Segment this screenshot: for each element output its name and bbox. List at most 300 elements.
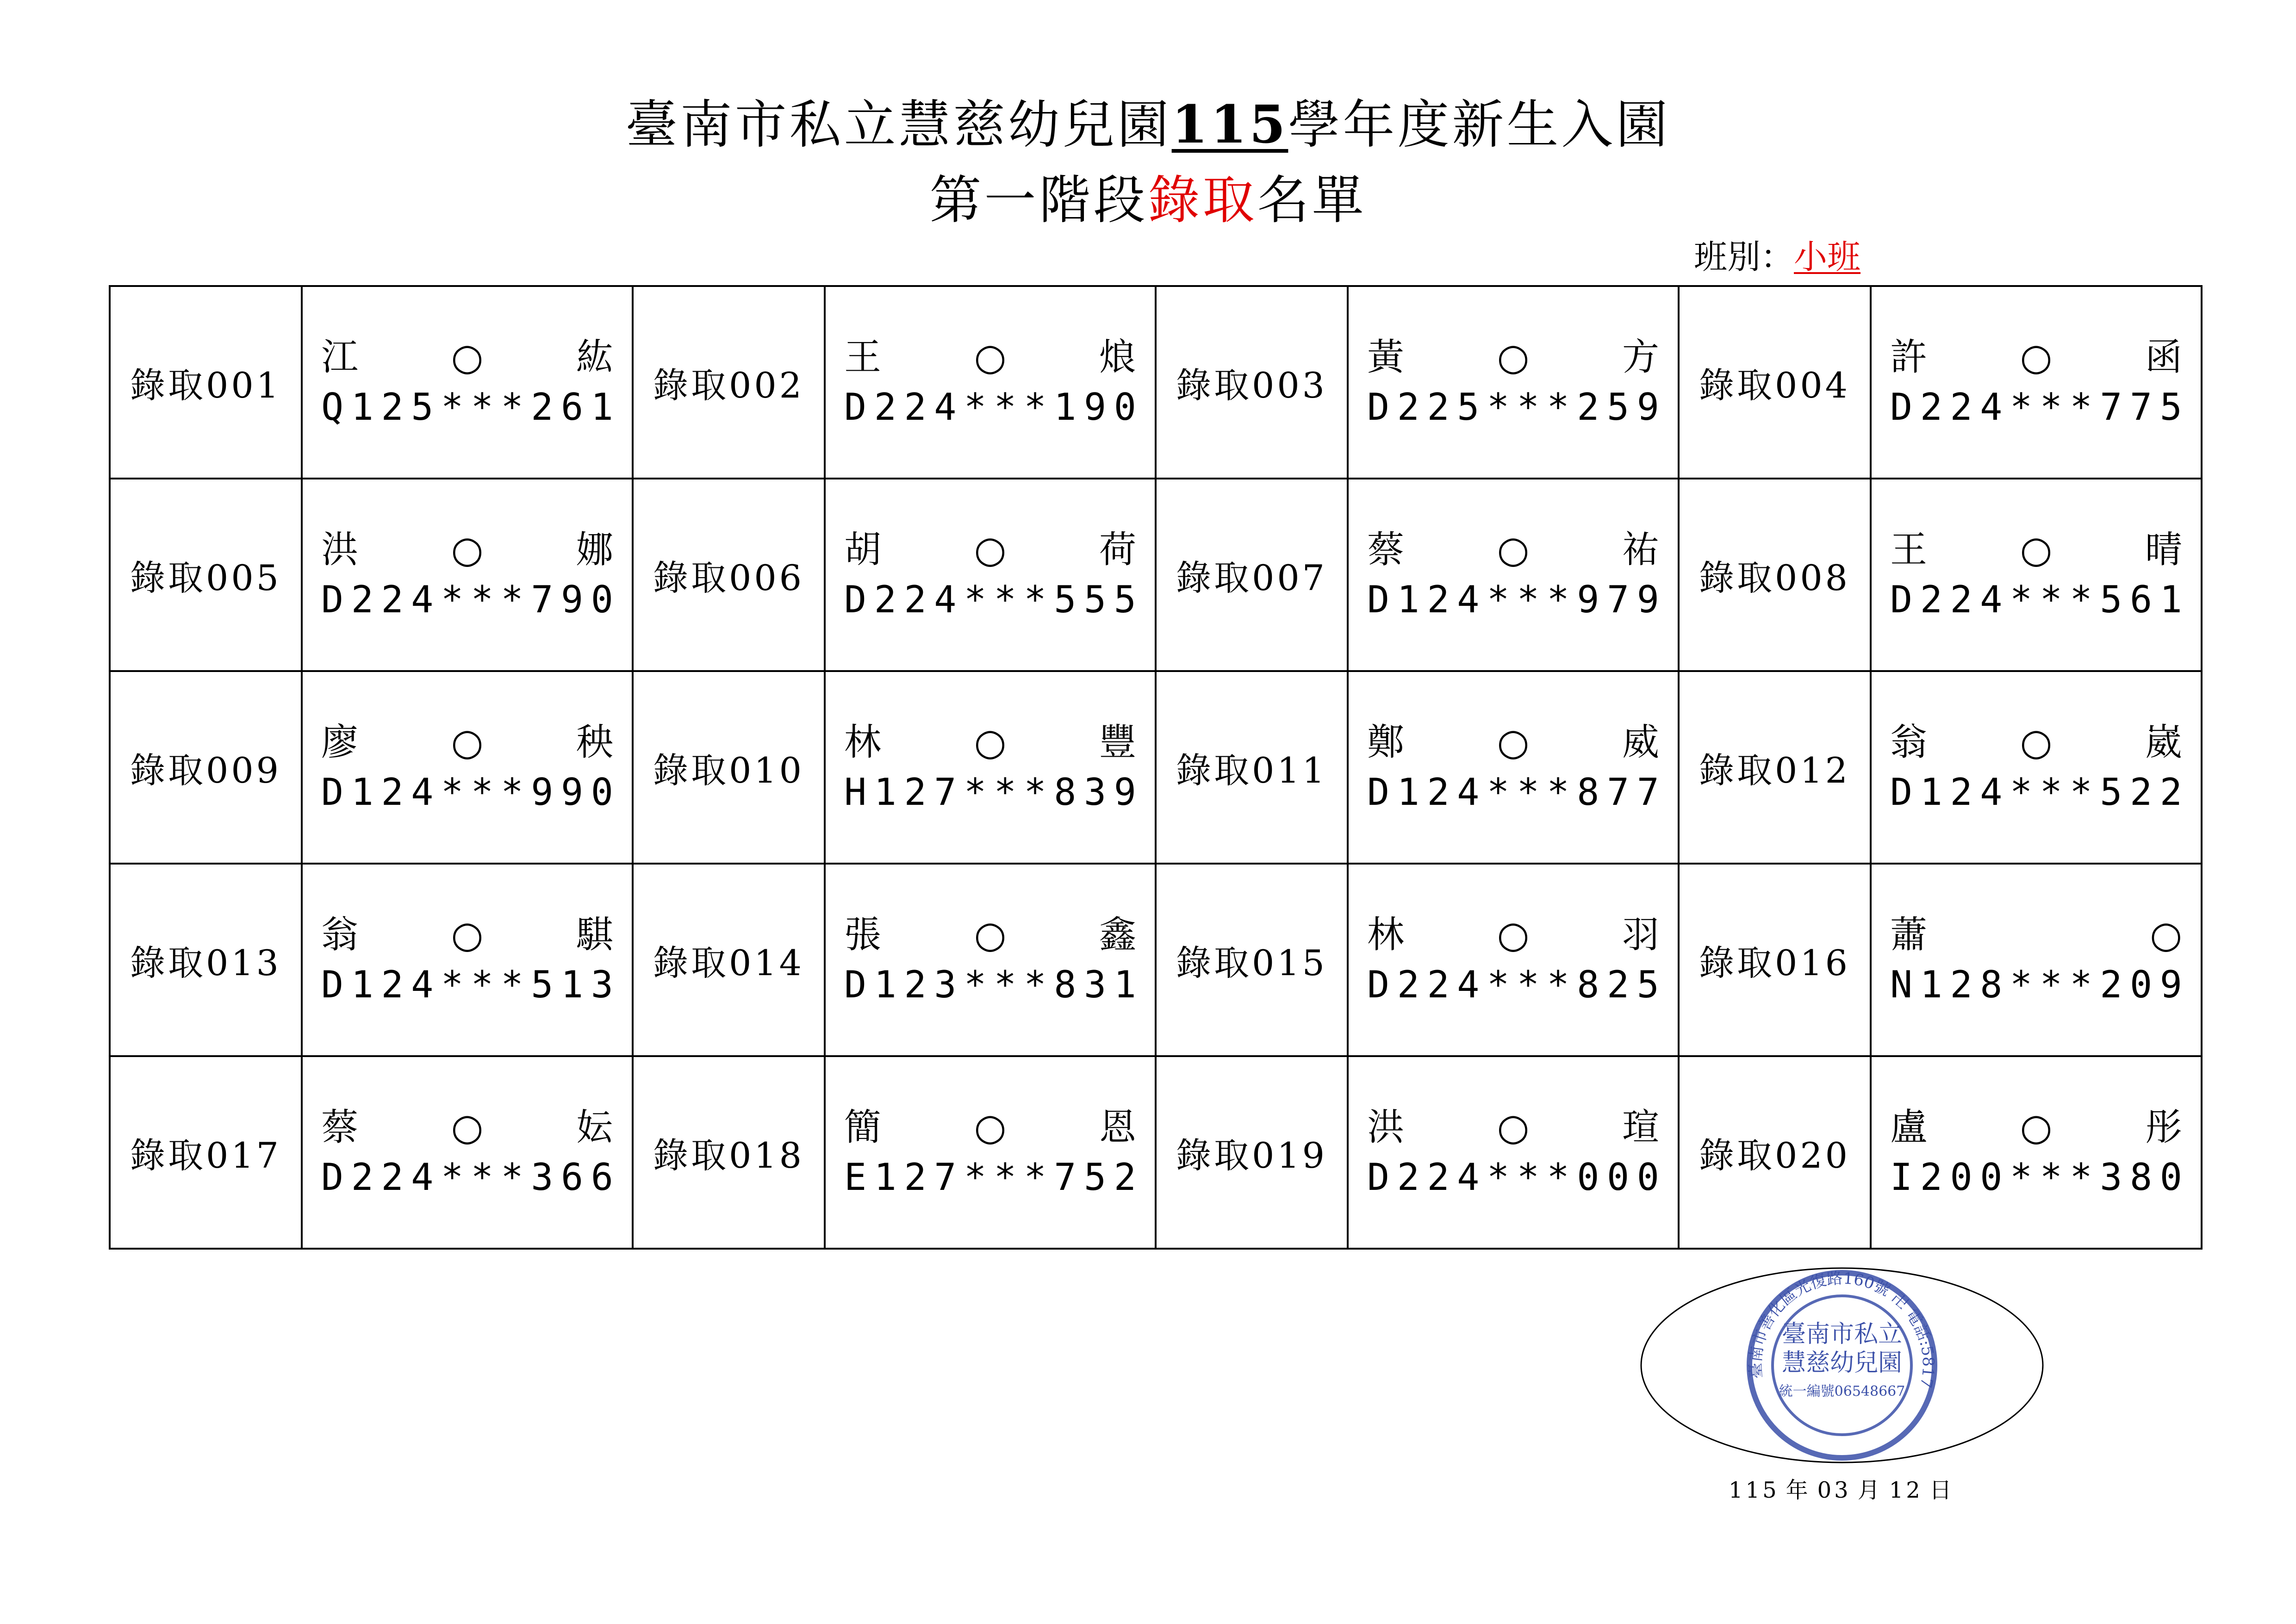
student-name-mark: ○ xyxy=(451,721,484,764)
title-school-name: 臺南市私立慧慈幼兒園 xyxy=(625,95,1172,155)
student-name-surname: 廖 xyxy=(321,721,358,764)
student-id-char: D xyxy=(1890,386,1913,429)
student-id-char: * xyxy=(1517,1156,1539,1199)
student-name-given: 娜 xyxy=(576,528,613,571)
student-id-char: * xyxy=(964,963,987,1006)
student-name-given: 羽 xyxy=(1622,913,1659,956)
student-id-char: 4 xyxy=(934,386,957,429)
student-id-char: * xyxy=(471,386,493,429)
student-id-char: 8 xyxy=(1577,771,1599,814)
table-row xyxy=(110,286,2202,479)
student-id-char: H xyxy=(844,771,867,814)
student-id-char: 5 xyxy=(1084,578,1107,621)
title-suffix: 學年度新生入園 xyxy=(1288,95,1671,155)
student-id-char: 1 xyxy=(874,963,896,1006)
student-id-char: 0 xyxy=(1980,1156,2003,1199)
student-id xyxy=(1367,382,1659,432)
student-id-char: * xyxy=(964,386,987,429)
student-id-char: 9 xyxy=(531,771,554,814)
student-id-char: * xyxy=(964,1156,987,1199)
student-id-char: * xyxy=(1024,771,1046,814)
student-id-char: 9 xyxy=(1084,386,1107,429)
student-id xyxy=(1367,767,1659,817)
student-id-char: 2 xyxy=(1397,386,1419,429)
seal-outer-text: 臺南市善化區光復路160號 卍 電話:5817 xyxy=(1746,1269,1938,1390)
student-id-char: * xyxy=(2070,1156,2092,1199)
student-id-char: 0 xyxy=(1607,1156,1630,1199)
student-id-char: 0 xyxy=(591,578,613,621)
student-id-char: * xyxy=(1517,578,1539,621)
student-name-given: 威 xyxy=(1622,721,1659,764)
student-id-char: 2 xyxy=(1577,386,1599,429)
student-name-mark: ○ xyxy=(451,528,484,571)
student-name-surname: 蕭 xyxy=(1890,913,1927,956)
student-id-char: 2 xyxy=(904,578,927,621)
document-title-line1 xyxy=(0,90,2296,160)
student-id-char: * xyxy=(1024,578,1046,621)
student-name-surname: 洪 xyxy=(321,528,358,571)
student-name-surname: 王 xyxy=(844,336,881,379)
student-id-char: 3 xyxy=(531,1156,554,1199)
student-id-char: E xyxy=(844,1156,867,1199)
student-id-char: 2 xyxy=(1920,1156,1942,1199)
student-id-char: 1 xyxy=(874,771,896,814)
student-id-char: 2 xyxy=(1950,771,1972,814)
student-name-surname: 簡 xyxy=(844,1106,881,1149)
student-id xyxy=(844,960,1136,1010)
student-id-char: 6 xyxy=(591,1156,613,1199)
admission-code: 錄取002 xyxy=(633,286,825,479)
student-name-surname: 王 xyxy=(1890,528,1927,571)
student-name-mark: ○ xyxy=(974,528,1007,571)
student-id-char: 5 xyxy=(1607,386,1630,429)
student-id-char: 8 xyxy=(1577,963,1599,1006)
student-id-char: 8 xyxy=(1054,771,1076,814)
student-id-char: 8 xyxy=(1980,963,2003,1006)
student-id-char: * xyxy=(2010,771,2033,814)
student-id-char: * xyxy=(2010,386,2033,429)
student-cell xyxy=(1871,864,2202,1056)
student-id-char: 2 xyxy=(1607,963,1630,1006)
student-cell xyxy=(302,671,633,864)
student-name xyxy=(1367,332,1659,382)
student-id-char: * xyxy=(441,963,464,1006)
student-id-char: 2 xyxy=(1397,963,1419,1006)
admission-code: 錄取015 xyxy=(1156,864,1348,1056)
issue-date xyxy=(1729,1474,1961,1506)
admission-code: 錄取013 xyxy=(110,864,302,1056)
student-name-given: ○ xyxy=(2150,913,2182,956)
student-id-char: 1 xyxy=(2159,578,2182,621)
admission-code: 錄取011 xyxy=(1156,671,1348,864)
student-id-char: * xyxy=(1487,578,1510,621)
student-id-char: D xyxy=(321,1156,344,1199)
student-name-mark: ○ xyxy=(974,336,1007,379)
student-name xyxy=(844,525,1136,575)
student-id-char: D xyxy=(1367,963,1390,1006)
student-id-char: 4 xyxy=(411,1156,434,1199)
student-id-char: 1 xyxy=(1397,578,1419,621)
title-admitted-highlight: 錄取 xyxy=(1148,170,1257,230)
student-id-char: 0 xyxy=(1636,1156,1659,1199)
seal-line2: 慧慈幼兒園 xyxy=(1781,1349,1903,1377)
student-name-surname: 盧 xyxy=(1890,1106,1927,1149)
date-month: 03 xyxy=(1817,1477,1851,1503)
student-name-given: 秧 xyxy=(576,721,613,764)
student-id-char: 5 xyxy=(1114,578,1136,621)
student-id xyxy=(1367,960,1659,1010)
student-name xyxy=(844,910,1136,960)
date-month-unit: 月 xyxy=(1857,1477,1883,1503)
student-id-char: 2 xyxy=(1950,963,1972,1006)
student-id-char: 5 xyxy=(2100,771,2122,814)
student-id-char: 2 xyxy=(1950,578,1972,621)
student-id-char: 1 xyxy=(1397,771,1419,814)
student-id-char: 0 xyxy=(1577,1156,1599,1199)
student-id-char: 4 xyxy=(1457,963,1480,1006)
student-id-char: 4 xyxy=(411,771,434,814)
student-id-char: 7 xyxy=(1607,771,1630,814)
student-id-char: * xyxy=(441,771,464,814)
student-id-char: 2 xyxy=(904,1156,927,1199)
student-id-char: 7 xyxy=(2100,386,2122,429)
student-id-char: 0 xyxy=(1114,386,1136,429)
student-id-char: 7 xyxy=(531,578,554,621)
student-name xyxy=(321,1102,613,1152)
class-label: 班別： xyxy=(1694,237,1794,276)
student-cell xyxy=(302,479,633,671)
student-id-char: 2 xyxy=(381,578,404,621)
student-name-given: 鑫 xyxy=(1099,913,1136,956)
student-id-char: * xyxy=(471,578,493,621)
admission-code: 錄取018 xyxy=(633,1056,825,1249)
student-id-char: 1 xyxy=(1920,771,1942,814)
student-id xyxy=(1890,960,2182,1010)
student-id-char: 2 xyxy=(904,771,927,814)
student-id-char: * xyxy=(2040,771,2062,814)
admission-code: 錄取008 xyxy=(1679,479,1871,671)
student-id-char: 2 xyxy=(1427,578,1450,621)
student-id-char: 6 xyxy=(561,1156,584,1199)
student-id-char: D xyxy=(844,386,867,429)
student-name-surname: 張 xyxy=(844,913,881,956)
student-cell xyxy=(1871,286,2202,479)
student-id-char: 1 xyxy=(591,386,613,429)
date-year: 115 xyxy=(1729,1477,1780,1503)
student-id xyxy=(844,382,1136,432)
student-id-char: * xyxy=(1547,963,1569,1006)
student-id-char: 9 xyxy=(1114,771,1136,814)
student-name-given: 妘 xyxy=(576,1106,613,1149)
student-name xyxy=(844,1102,1136,1152)
student-name-mark: ○ xyxy=(974,721,1007,764)
admission-code: 錄取005 xyxy=(110,479,302,671)
student-id-char: 2 xyxy=(874,386,896,429)
student-id-char: 4 xyxy=(1457,1156,1480,1199)
student-id xyxy=(1890,382,2182,432)
student-name xyxy=(321,910,613,960)
seal-line3: 統一編號06548667 xyxy=(1779,1383,1905,1400)
student-name-surname: 洪 xyxy=(1367,1106,1404,1149)
student-id-char: 9 xyxy=(1636,386,1659,429)
student-id-char: 9 xyxy=(1636,578,1659,621)
student-id-char: 5 xyxy=(1636,963,1659,1006)
student-id-char: D xyxy=(1367,578,1390,621)
admission-table xyxy=(109,285,2203,1250)
student-id-char: 1 xyxy=(1054,386,1076,429)
student-id xyxy=(844,767,1136,817)
student-cell xyxy=(302,864,633,1056)
student-id xyxy=(844,575,1136,625)
student-name-mark: ○ xyxy=(1497,913,1530,956)
student-id-char: * xyxy=(1024,963,1046,1006)
student-id xyxy=(321,382,613,432)
student-name xyxy=(321,332,613,382)
date-day-unit: 日 xyxy=(1929,1477,1954,1503)
student-id-char: 2 xyxy=(1920,386,1942,429)
student-name xyxy=(1367,717,1659,767)
student-name xyxy=(1890,910,2182,960)
student-name-mark: ○ xyxy=(451,336,484,379)
student-id xyxy=(1890,1152,2182,1202)
student-id-char: 1 xyxy=(874,1156,896,1199)
class-line xyxy=(1694,234,1860,280)
student-id-char: * xyxy=(441,578,464,621)
student-name-surname: 翁 xyxy=(321,913,358,956)
student-id-char: 3 xyxy=(2100,1156,2122,1199)
student-id-char: * xyxy=(501,963,523,1006)
student-name-given: 恩 xyxy=(1099,1106,1136,1149)
student-id-char: 2 xyxy=(351,578,373,621)
student-name xyxy=(1890,525,2182,575)
student-id-char: 5 xyxy=(531,963,554,1006)
student-id-char: I xyxy=(1890,1156,1913,1199)
student-id-char: 3 xyxy=(1084,771,1107,814)
student-cell xyxy=(1871,1056,2202,1249)
student-id-char: 2 xyxy=(2100,963,2122,1006)
student-id-char: 4 xyxy=(1457,771,1480,814)
student-name-surname: 許 xyxy=(1890,336,1927,379)
student-id-char: 4 xyxy=(1980,578,2003,621)
title-stage: 第一階段 xyxy=(929,170,1148,230)
student-name-given: 瑄 xyxy=(1622,1106,1659,1149)
student-name-mark: ○ xyxy=(451,1106,484,1149)
student-name-mark: ○ xyxy=(1497,336,1530,379)
student-name xyxy=(1367,1102,1659,1152)
admission-code: 錄取014 xyxy=(633,864,825,1056)
student-id-char: 2 xyxy=(2130,771,2153,814)
student-name-given: 烺 xyxy=(1099,336,1136,379)
student-name-given: 祐 xyxy=(1622,528,1659,571)
student-id-char: * xyxy=(1547,578,1569,621)
student-cell xyxy=(825,1056,1156,1249)
student-id-char: 4 xyxy=(411,963,434,1006)
student-id-char: * xyxy=(2010,578,2033,621)
student-id-char: 2 xyxy=(1397,1156,1419,1199)
student-cell xyxy=(825,671,1156,864)
table-row xyxy=(110,671,2202,864)
student-id-char: 9 xyxy=(561,771,584,814)
student-name-mark: ○ xyxy=(1497,528,1530,571)
school-seal xyxy=(1638,1263,2046,1467)
student-id-char: D xyxy=(844,578,867,621)
student-id-char: 5 xyxy=(1054,578,1076,621)
student-cell xyxy=(825,286,1156,479)
student-name-mark: ○ xyxy=(451,913,484,956)
student-id-char: 2 xyxy=(904,386,927,429)
student-id-char: 0 xyxy=(2130,963,2153,1006)
student-id xyxy=(321,1152,613,1202)
student-cell xyxy=(302,286,633,479)
student-id-char: 5 xyxy=(1084,1156,1107,1199)
student-id-char: 2 xyxy=(2159,771,2182,814)
student-id-char: 7 xyxy=(934,771,957,814)
student-id-char: 1 xyxy=(351,771,373,814)
student-name-mark: ○ xyxy=(974,1106,1007,1149)
student-id xyxy=(844,1152,1136,1202)
student-id-char: * xyxy=(1517,386,1539,429)
student-id-char: * xyxy=(2070,578,2092,621)
student-id-char: * xyxy=(471,1156,493,1199)
student-name xyxy=(1367,910,1659,960)
student-cell xyxy=(1871,671,2202,864)
student-id-char: 2 xyxy=(1950,386,1972,429)
student-name-mark: ○ xyxy=(974,913,1007,956)
student-id-char: 4 xyxy=(934,578,957,621)
student-id-char: * xyxy=(2040,963,2062,1006)
student-name-mark: ○ xyxy=(1497,721,1530,764)
student-id-char: * xyxy=(1517,771,1539,814)
admission-code: 錄取012 xyxy=(1679,671,1871,864)
student-id-char: 4 xyxy=(1980,386,2003,429)
student-id-char: * xyxy=(2040,386,2062,429)
student-id-char: D xyxy=(1367,1156,1390,1199)
student-name xyxy=(1890,332,2182,382)
admission-code: 錄取017 xyxy=(110,1056,302,1249)
student-id-char: * xyxy=(994,963,1016,1006)
student-name-surname: 胡 xyxy=(844,528,881,571)
student-cell xyxy=(1871,479,2202,671)
student-id xyxy=(1367,575,1659,625)
student-id-char: 2 xyxy=(381,1156,404,1199)
student-name-mark: ○ xyxy=(2020,721,2053,764)
admission-code: 錄取004 xyxy=(1679,286,1871,479)
student-name-given: 彤 xyxy=(2145,1106,2182,1149)
student-name-surname: 鄭 xyxy=(1367,721,1404,764)
student-id-char: 4 xyxy=(1457,578,1480,621)
student-name-mark: ○ xyxy=(2020,1106,2053,1149)
student-id-char: 1 xyxy=(1114,963,1136,1006)
student-id-char: * xyxy=(2010,1156,2033,1199)
student-id-char: 5 xyxy=(2100,578,2122,621)
student-name-given: 崴 xyxy=(2145,721,2182,764)
student-id-char: 5 xyxy=(411,386,434,429)
table-row xyxy=(110,479,2202,671)
student-id-char: * xyxy=(1517,963,1539,1006)
student-cell xyxy=(302,1056,633,1249)
student-id-char: 2 xyxy=(1427,386,1450,429)
student-id-char: * xyxy=(994,578,1016,621)
student-id-char: * xyxy=(1487,386,1510,429)
student-name-surname: 林 xyxy=(844,721,881,764)
student-id-char: 8 xyxy=(1054,963,1076,1006)
student-id-char: * xyxy=(1547,1156,1569,1199)
student-id-char: * xyxy=(441,1156,464,1199)
student-cell xyxy=(1348,671,1679,864)
student-id-char: * xyxy=(994,386,1016,429)
student-cell xyxy=(1348,286,1679,479)
admission-code: 錄取020 xyxy=(1679,1056,1871,1249)
student-id-char: * xyxy=(501,578,523,621)
student-id-char: 7 xyxy=(2130,386,2153,429)
student-id xyxy=(1890,767,2182,817)
student-id xyxy=(1890,575,2182,625)
student-id-char: * xyxy=(471,963,493,1006)
student-id-char: 9 xyxy=(2159,963,2182,1006)
student-id-char: 2 xyxy=(351,1156,373,1199)
student-name-given: 豐 xyxy=(1099,721,1136,764)
title-year: 115 xyxy=(1171,94,1288,155)
student-name xyxy=(321,717,613,767)
student-id-char: 2 xyxy=(381,963,404,1006)
student-id-char: * xyxy=(2070,386,2092,429)
student-cell xyxy=(1348,479,1679,671)
student-id-char: 4 xyxy=(1980,771,2003,814)
student-id-char: * xyxy=(994,771,1016,814)
student-id-char: 7 xyxy=(1607,578,1630,621)
student-id-char: 3 xyxy=(591,963,613,1006)
student-id-char: 2 xyxy=(381,386,404,429)
student-id-char: 2 xyxy=(904,963,927,1006)
date-year-unit: 年 xyxy=(1786,1477,1811,1503)
student-id-char: D xyxy=(844,963,867,1006)
student-id-char: 7 xyxy=(934,1156,957,1199)
student-id-char: * xyxy=(2070,771,2092,814)
student-id-char: D xyxy=(1890,578,1913,621)
student-id-char: 5 xyxy=(2159,386,2182,429)
student-id-char: * xyxy=(1547,771,1569,814)
student-name xyxy=(1890,1102,2182,1152)
student-id-char: 0 xyxy=(2159,1156,2182,1199)
student-id-char: * xyxy=(1547,386,1569,429)
student-id-char: * xyxy=(964,578,987,621)
student-id-char: 6 xyxy=(2130,578,2153,621)
seal-line1: 臺南市私立 xyxy=(1781,1320,1903,1348)
admission-code: 錄取019 xyxy=(1156,1056,1348,1249)
student-id-char: 6 xyxy=(561,386,584,429)
admission-code: 錄取003 xyxy=(1156,286,1348,479)
student-id-char: * xyxy=(441,386,464,429)
student-cell xyxy=(1348,1056,1679,1249)
table-row xyxy=(110,864,2202,1056)
student-name xyxy=(1367,525,1659,575)
student-id-char: 8 xyxy=(2130,1156,2153,1199)
student-id-char: 2 xyxy=(381,771,404,814)
title-list: 名單 xyxy=(1257,170,1367,230)
student-id-char: * xyxy=(994,1156,1016,1199)
student-id-char: D xyxy=(321,771,344,814)
student-id-char: 1 xyxy=(351,386,373,429)
student-id-char: D xyxy=(321,578,344,621)
admission-code: 錄取007 xyxy=(1156,479,1348,671)
admission-code: 錄取001 xyxy=(110,286,302,479)
student-name-surname: 蔡 xyxy=(321,1106,358,1149)
student-id-char: * xyxy=(2010,963,2033,1006)
student-id-char: 2 xyxy=(874,578,896,621)
student-name xyxy=(844,717,1136,767)
student-id-char: * xyxy=(471,771,493,814)
student-id-char: 1 xyxy=(351,963,373,1006)
